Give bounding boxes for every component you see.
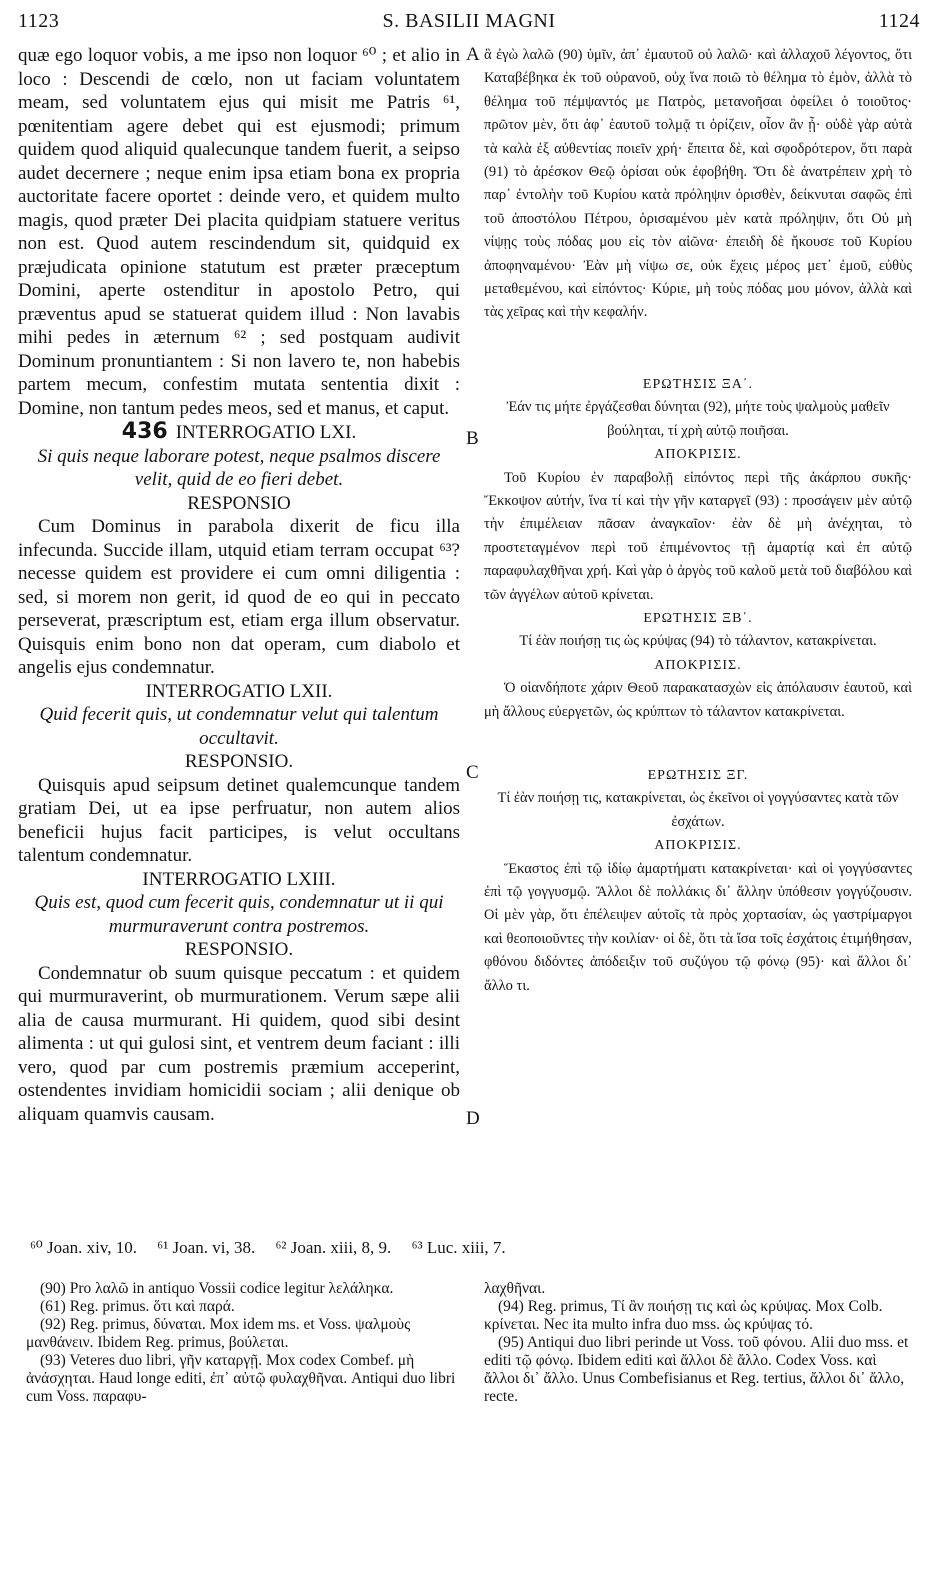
margin-marker-a: A (466, 44, 480, 65)
footnote-continuation: λαχθῆναι. (484, 1280, 546, 1297)
scripture-reference: ⁶³ Luc. xiii, 7. (411, 1238, 506, 1257)
greek-column (484, 44, 912, 998)
margin-marker-d: D (466, 1108, 480, 1129)
footnotes-right (484, 1280, 912, 1406)
latin-q61-heading (18, 420, 460, 445)
footnote: (61) Reg. primus. ὅτι καὶ παρά. (40, 1298, 235, 1315)
footnote: (95) Antiqui duo libri perinde ut Voss. τοῦ φόνου. Alii duo mss. et editi τῷ φόνῳ. Ibidem editi καὶ ἄλλοι δὲ ἄλλο. Codex Voss. καὶ ἄλλοι δι᾿ ἄλλο. Unus Combefisianus et Reg. tertius, ἄλλοι δι᾿ ἄλλο, recte. (484, 1334, 909, 1405)
greek-opening-paragraph: ἃ ἐγὼ λαλῶ (90) ὑμῖν, ἀπ᾿ ἐμαυτοῦ οὐ λαλῶ· καὶ ἀλλαχοῦ λέγοντος, ὅτι Καταβέβηκα ἐκ τοῦ οὐρανοῦ, οὐχ ἵνα ποιῶ τὸ θέλημα τὸ ἐμὸν, ἀλλὰ τὸ θέλημα τοῦ πέμψαντός με Πατρὸς, μετανοῆσαι ὀφείλει ὁ τοιοῦτος· πρῶτον μὲν, ὅτι ἀφ᾿ ἑαυτοῦ τολμᾷ τι ὁρίζειν, οἷον ἂν ᾖ· οὐδὲ γὰρ αὐτὰ τὰ καλὰ ἐξ αὐθεντίας ποιεῖν χρή· ἔπειτα δὲ, καὶ σφοδρότερον, ὅτι παρὰ (91) τὸ ἀρέσκον Θεῷ ὁρίσαι οὐκ ἐφοβήθη. Ὅτι δὲ ἀνατρέπειν χρὴ τὸ παρ᾿ ἐντολὴν τοῦ Κυρίου κατὰ πρόληψιν ὁρισθὲν, δείκνυται σαφῶς ἐπὶ τοῦ ἀποστόλου Πέτρου, ὁρισαμένου μὲν κατὰ πρόληψιν, ὅτι Οὐ μὴ νίψῃς τοὺς πόδας μου εἰς τὸν αἰῶνα· ἐπειδὴ δὲ ἤκουσε τοῦ Κυρίου ἀποφηναμένου· Ἐὰν μὴ νίψω σε, οὐκ ἔχεις μέρος μετ᾿ ἐμοῦ, εὐθὺς μεταθεμένου, καὶ εἰπόντος· Κύριε, μὴ τοὺς πόδας μου μόνον, ἀλλὰ καὶ τὰς χεῖρας καὶ τὴν κεφαλήν. (484, 47, 912, 321)
greek-q63-question: Τί ἐὰν ποιήσῃ τις, κατακρίνεται, ὡς ἐκεῖνοι οἱ γογγύσαντες κατὰ τῶν ἐσχάτων. (497, 790, 899, 830)
latin-q63-response-label: RESPONSIO. (184, 939, 294, 960)
footnotes-left (26, 1280, 468, 1406)
greek-q61-title: ΕΡΩΤΗΣΙΣ ΞΑ΄. (642, 376, 754, 392)
greek-q61-response-label: ΑΠΟΚΡΙΣΙΣ. (654, 447, 742, 463)
running-title: S. BASILII MAGNI (382, 10, 556, 32)
column-number-436: 436 (121, 419, 168, 444)
latin-q61-title: INTERROGATIO LXI. (175, 422, 357, 443)
scripture-reference: ⁶⁰ Joan. xiv, 10. (30, 1238, 138, 1257)
page-header (18, 10, 920, 40)
spacer (484, 724, 912, 764)
footnote: (93) Veteres duo libri, γῆν καταργῇ. Mox codex Combef. μὴ ἀνάσχηται. Haud longe editi, ἐπ᾿ αὐτῷ φυλαχθῆναι. Antiqui duo libri cum Voss. παραφυ- (26, 1352, 456, 1405)
footnote: (90) Pro λαλῶ in antiquo Vossii codice legitur λελάληκα. (40, 1280, 394, 1297)
footnote: (92) Reg. primus, δύναται. Mox idem ms. et Voss. ψαλμοὺς μανθάνειν. Ibidem Reg. primus, βούλεται. (26, 1316, 411, 1351)
latin-q61-response-label: RESPONSIO (187, 492, 291, 514)
margin-marker-b: B (466, 428, 479, 449)
left-page-number: 1123 (18, 10, 60, 32)
greek-q62-response-label: ΑΠΟΚΡΙΣΙΣ. (654, 657, 742, 673)
greek-q62-question: Τί ἐὰν ποιήσῃ τις ὡς κρύψας (94) τὸ τάλαντον, κατακρίνεται. (519, 633, 877, 650)
latin-q63-title: INTERROGATIO LXIII. (142, 868, 336, 890)
scripture-reference: ⁶¹ Joan. vi, 38. (157, 1238, 256, 1257)
right-page-number: 1124 (878, 10, 920, 32)
greek-q63-title: ΕΡΩΤΗΣΙΣ ΞΓ. (647, 767, 749, 783)
greek-q63-answer: Ἕκαστος ἐπὶ τῷ ἰδίῳ ἁμαρτήματι κατακρίνεται· καὶ οἱ γογγύσαντες ἐπὶ τῷ γογγυσμῷ. Ἄλλοι δὲ πολλάκις δι᾿ ἄλλην ὑπόθεσιν γογγύζουσιν. Οἱ μὲν γὰρ, ὅτι ἐπέλειψεν αὐτοῖς τὰ πρὸς χορτασίαν, ὡς γαστρίμαργοι καὶ θεοποιοῦντες τὴν κοιλίαν· οἱ δὲ, ὅτι τὰ ἴσα τοῖς ἐσχάτοις ἐτιμήθησαν, φθόνου διδόντες ἀπόδειξιν τοῦ συζύγου τῷ φόνῳ (95)· καὶ ἄλλοι δι᾿ ἄλλο τι. (484, 860, 912, 994)
latin-q63-answer: Condemnatur ob suum quisque peccatum : et quidem qui murmuraverint, ob murmurationem. Verum sæpe alii alia de causa murmurant. Hi quidem, quod sibi desint alimenta : ut qui gulosi sint, et ventrem deum faciant : illi vero, quod par cum postremis præmium acceperint, ostendentes invidiam homicidii sociam ; alii denique ob aliquam quamvis causam. (18, 962, 460, 1125)
latin-q63-question: Quis est, quod cum fecerit quis, condemnatur ut ii qui murmuraverunt contra postremos. (34, 892, 444, 937)
scripture-references (30, 1238, 908, 1258)
latin-q62-question: Quid fecerit quis, ut condemnatur velut qui talentum occultavit. (39, 704, 439, 749)
latin-column (18, 44, 460, 1126)
latin-q62-answer: Quisquis apud seipsum detinet qualemcunque tandem gratiam Dei, ut ea ipse perfruatur, non autem alios beneficii hujus facit participes, is velut occultans talentum condemnatur. (18, 774, 460, 866)
greek-q63-response-label: ΑΠΟΚΡΙΣΙΣ. (654, 838, 742, 854)
greek-q61-answer: Τοῦ Κυρίου ἐν παραβολῇ εἰπόντος περὶ τῆς ἀκάρπου συκῆς· Ἔκκοψον αὐτήν, ἵνα τί καὶ τὴν γῆν καταργεῖ (93) : προσάγειν μὲν αὐτῷ τὴν ἐπιμέλειαν πᾶσαν ἀναγκαῖον· ἐὰν δὲ μὴ ἀνέχηται, τὸ προστεταγμένον περὶ τοῦ ἐπιμένοντος τῇ ἁμαρτίᾳ καὶ ἐπ αὐτῷ παραφυλαχθῆναι χρή. Καὶ γὰρ ὁ ἀργὸς τοῦ καλοῦ μετὰ τοῦ διαβόλου καὶ τῶν ἀγγέλων αὐτοῦ κρίνεται. (484, 469, 912, 603)
margin-marker-c: C (466, 762, 479, 783)
latin-opening-paragraph: quæ ego loquor vobis, a me ipso non loquor ⁶⁰ ; et alio in loco : Descendi de cœlo, non ut faciam voluntatem meam, sed voluntatem ejus qui misit me Patris ⁶¹, pœnitentiam agere debet qui est ejusmodi; primum quidem quod aliquid qualecunque tandem fuerit, a seipso audet decernere ; neque enim ipsa etiam bona ex propria auctoritate facere oportet : deinde vero, et quidem multo magis, quod præter Dei placita quidpiam statuere veritus non est. Quod autem rescindendum sit, quidquid ex præjudicata opinione statutum est præter præceptum Domini, aperte ostenditur in apostolo Petro, qui præventus apud se statuerat quidem illud : Non lavabis mihi pedes in æternum ⁶² ; sed postquam audivit Dominum pronuntiantem : Si non lavero te, non habebis partem mecum, confestim mutata sententia dixit : Domine, non tantum pedes meos, sed et manus, et caput. (18, 45, 460, 419)
latin-q62-title: INTERROGATIO LXII. (145, 680, 333, 702)
greek-q61-question: Ἐάν τις μήτε ἐργάζεσθαι δύνηται (92), μήτε τοὺς ψαλμοὺς μαθεῖν βούληται, τί χρὴ αὐτῷ ποιῆσαι. (506, 399, 890, 439)
greek-q62-title: ΕΡΩΤΗΣΙΣ ΞΒ΄. (643, 610, 753, 626)
scripture-reference: ⁶² Joan. xiii, 8, 9. (275, 1238, 392, 1257)
footnote: (94) Reg. primus, Τί ἂν ποιήσῃ τις καὶ ὡς κρύψας. Mox Colb. κρίνεται. Nec ita multo infra duo mss. ὡς κρύψας τό. (484, 1298, 883, 1333)
latin-q61-question: Si quis neque laborare potest, neque psalmos discere velit, quid de eo fieri debet. (37, 445, 441, 490)
greek-q62-answer: Ὁ οἱανδήποτε χάριν Θεοῦ παρακατασχὼν εἰς ἀπόλαυσιν ἑαυτοῦ, καὶ μὴ ἄλλους εὐεργετῶν, ὡς κρύπτων τὸ τάλαντον κατακρίνεται. (484, 680, 912, 720)
spacer (484, 325, 912, 373)
latin-q62-response-label: RESPONSIO. (184, 751, 294, 772)
latin-q61-answer: Cum Dominus in parabola dixerit de ficu illa infecunda. Succide illam, utquid etiam terram occupat ⁶³? necesse quidem est providere ei cum omni diligentia : sed, si morem non gerit, id quod de eo qui in peccato perseverat, præscriptum est, etiam erga illum observatur. Quisquis enim bono non dat operam, cum diabolo et angelis ejus condemnatur. (18, 516, 460, 678)
